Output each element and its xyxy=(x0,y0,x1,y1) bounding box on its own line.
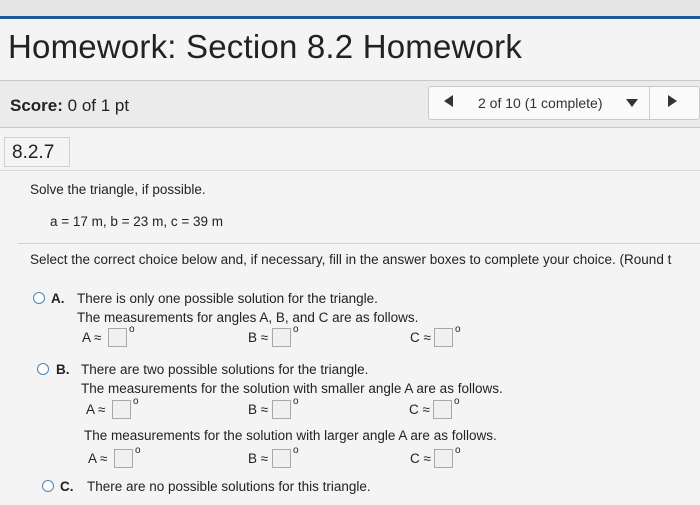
option-a-letter: A. xyxy=(51,291,65,306)
question-prompt: Solve the triangle, if possible. xyxy=(30,182,206,197)
option-c-text: There are no possible solutions for this triangle. xyxy=(87,479,371,494)
question-id: 8.2.7 xyxy=(12,142,55,163)
angle-c-label: C ≈ xyxy=(410,451,431,466)
chevron-down-icon[interactable] xyxy=(626,99,638,107)
degree-symbol: o xyxy=(455,445,461,456)
option-a-subtext: The measurements for angles A, B, and C are as follows. xyxy=(77,310,419,325)
option-c-radio[interactable] xyxy=(42,480,54,492)
divider xyxy=(0,170,700,171)
option-b-large-angle-a-input[interactable] xyxy=(114,449,133,468)
option-b-small-angle-a-input[interactable] xyxy=(112,400,131,419)
angle-b-label: B ≈ xyxy=(248,451,269,466)
option-b-small-angle-b-input[interactable] xyxy=(272,400,291,419)
nav-divider xyxy=(649,87,650,119)
option-c-letter: C. xyxy=(60,479,74,494)
angle-c-label: C ≈ xyxy=(410,330,431,345)
score-value: 0 of 1 pt xyxy=(67,96,130,115)
angle-c-label: C ≈ xyxy=(409,402,430,417)
option-b-large-angle-b-input[interactable] xyxy=(272,449,291,468)
angle-a-label: A ≈ xyxy=(86,402,106,417)
degree-symbol: o xyxy=(133,396,139,407)
degree-symbol: o xyxy=(293,445,299,456)
option-b-subtext: The measurements for the solution with smaller angle A are as follows. xyxy=(81,381,503,396)
degree-symbol: o xyxy=(454,396,460,407)
degree-symbol: o xyxy=(293,324,299,335)
degree-symbol: o xyxy=(135,445,141,456)
degree-symbol: o xyxy=(455,324,461,335)
divider xyxy=(18,243,700,244)
angle-a-label: A ≈ xyxy=(82,330,102,345)
option-a-angle-b-input[interactable] xyxy=(272,328,291,347)
degree-symbol: o xyxy=(129,324,135,335)
angle-b-label: B ≈ xyxy=(248,330,269,345)
angle-b-label: B ≈ xyxy=(248,402,269,417)
option-b-small-angle-c-input[interactable] xyxy=(433,400,452,419)
option-b-text: There are two possible solutions for the triangle. xyxy=(81,362,369,377)
score-label: Score: xyxy=(10,96,63,115)
option-a-angle-a-input[interactable] xyxy=(108,328,127,347)
option-b-subtext-2: The measurements for the solution with larger angle A are as follows. xyxy=(84,428,497,443)
score xyxy=(10,96,129,116)
given-values: a = 17 m, b = 23 m, c = 39 m xyxy=(50,214,223,229)
option-a-text: There is only one possible solution for the triangle. xyxy=(77,291,378,306)
question-progress-dropdown[interactable]: 2 of 10 (1 complete) xyxy=(478,95,603,111)
next-question-icon[interactable] xyxy=(668,95,677,107)
option-a-radio[interactable] xyxy=(33,292,45,304)
angle-a-label: A ≈ xyxy=(88,451,108,466)
previous-question-icon[interactable] xyxy=(444,95,453,107)
degree-symbol: o xyxy=(293,396,299,407)
option-b-letter: B. xyxy=(56,362,70,377)
page-title: Homework: Section 8.2 Homework xyxy=(8,28,523,65)
instruction-text: Select the correct choice below and, if necessary, fill in the answer boxes to complete your choice. (Round t xyxy=(30,252,672,267)
option-b-large-angle-c-input[interactable] xyxy=(434,449,453,468)
option-b-radio[interactable] xyxy=(37,363,49,375)
option-a-angle-c-input[interactable] xyxy=(434,328,453,347)
